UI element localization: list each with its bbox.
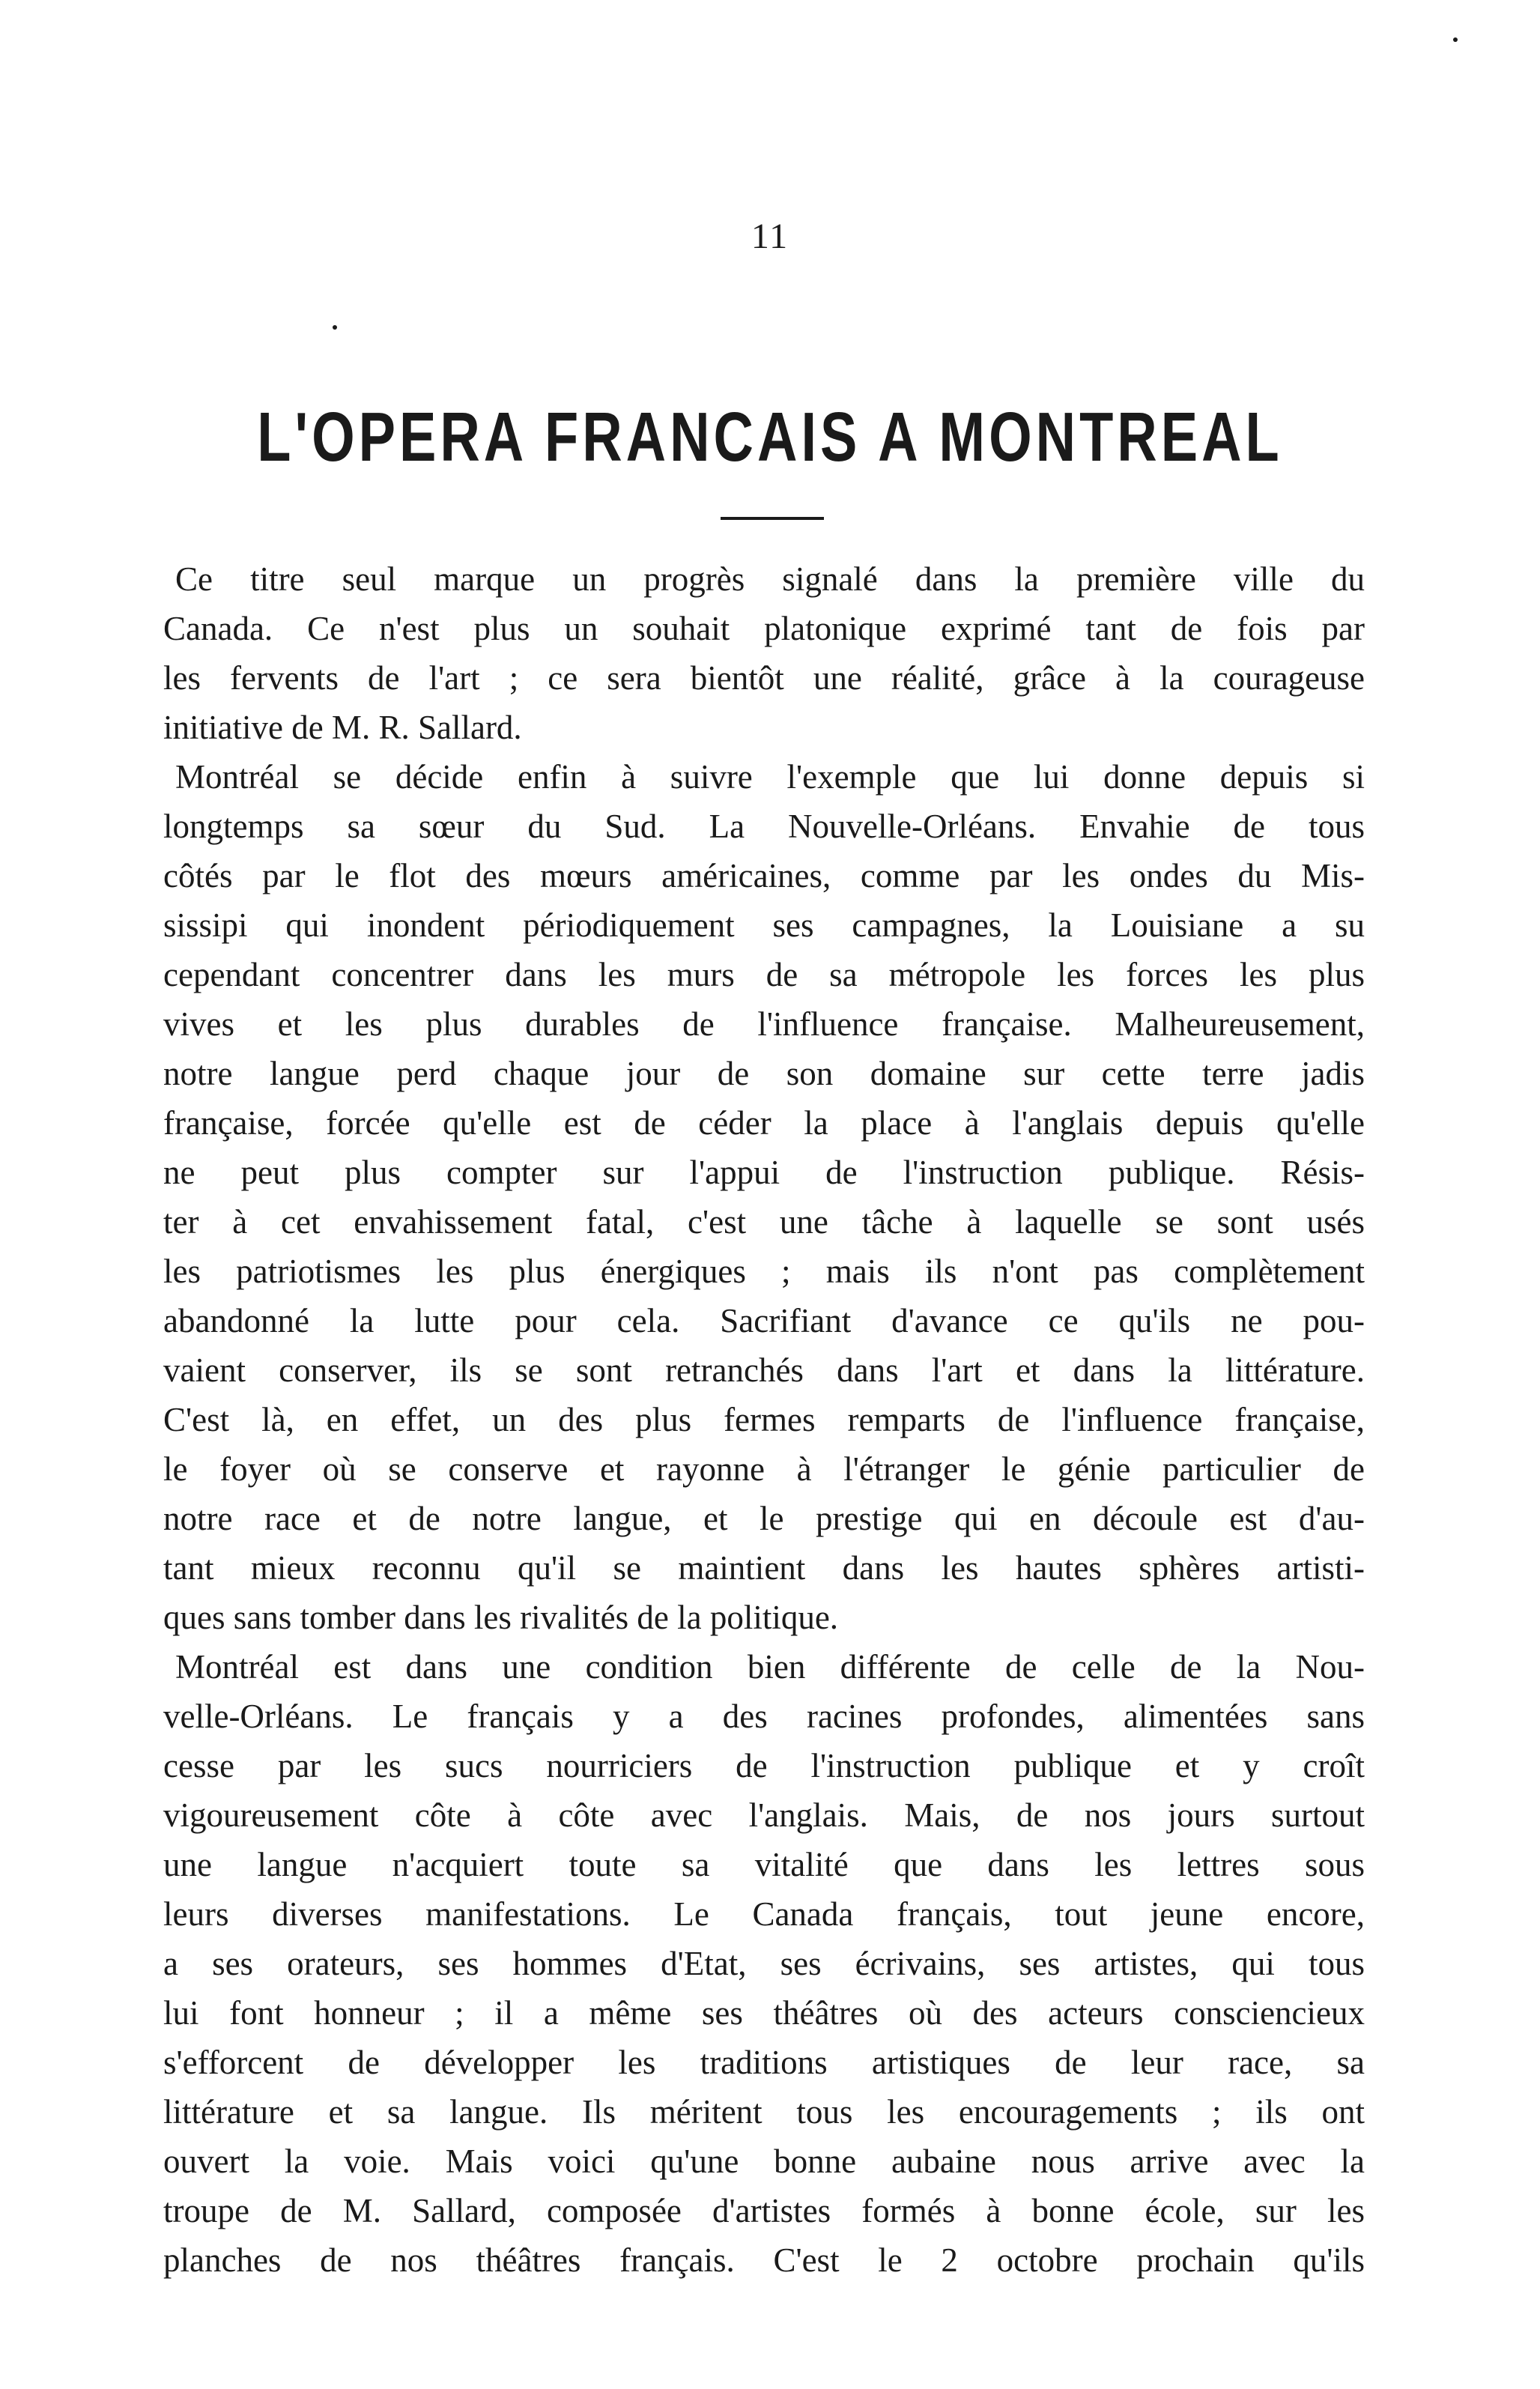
text-line: notre langue perd chaque jour de son domaine sur cette terre jadis xyxy=(163,1055,1365,1092)
text-line: longtemps sa sœur du Sud. La Nouvelle-Orléans. Envahie de tous xyxy=(163,808,1365,845)
text-line: abandonné la lutte pour cela. Sacrifiant d'avance ce qu'ils ne pou- xyxy=(163,1302,1365,1339)
text-line: vives et les plus durables de l'influence française. Malheureusement, xyxy=(163,1005,1365,1043)
text-line: lui font honneur ; il a même ses théâtres où des acteurs consciencieux xyxy=(163,1994,1365,2032)
text-line: a ses orateurs, ses hommes d'Etat, ses écrivains, ses artistes, qui tous xyxy=(163,1945,1365,1982)
speck-mark xyxy=(333,325,337,330)
text-line: vigoureusement côte à côte avec l'anglais. Mais, de nos jours surtout xyxy=(163,1796,1365,1834)
text-line: Montréal se décide enfin à suivre l'exemple que lui donne depuis si xyxy=(175,758,1365,796)
text-line: initiative de M. R. Sallard. xyxy=(163,709,522,746)
text-line: troupe de M. Sallard, composée d'artistes formés à bonne école, sur les xyxy=(163,2192,1365,2229)
text-line: ouvert la voie. Mais voici qu'une bonne aubaine nous arrive avec la xyxy=(163,2143,1365,2180)
text-line: sissipi qui inondent périodiquement ses campagnes, la Louisiane a su xyxy=(163,906,1365,944)
page-number: 11 xyxy=(751,217,789,256)
text-line: ne peut plus compter sur l'appui de l'instruction publique. Résis- xyxy=(163,1154,1365,1191)
speck-mark xyxy=(1453,37,1458,42)
text-line: une langue n'acquiert toute sa vitalité que dans les lettres sous xyxy=(163,1846,1365,1883)
text-line: ques sans tomber dans les rivalités de la politique. xyxy=(163,1599,839,1636)
text-line: les patriotismes les plus énergiques ; mais ils n'ont pas complètement xyxy=(163,1253,1365,1290)
text-line: tant mieux reconnu qu'il se maintient dans les hautes sphères artisti- xyxy=(163,1549,1365,1587)
text-line: leurs diverses manifestations. Le Canada français, tout jeune encore, xyxy=(163,1895,1365,1933)
text-line: C'est là, en effet, un des plus fermes remparts de l'influence française, xyxy=(163,1401,1365,1438)
text-line: côtés par le flot des mœurs américaines, comme par les ondes du Mis- xyxy=(163,857,1365,894)
text-line: les fervents de l'art ; ce sera bientôt une réalité, grâce à la courageuse xyxy=(163,659,1365,697)
text-line: cependant concentrer dans les murs de sa métropole les forces les plus xyxy=(163,956,1365,993)
text-line: s'efforcent de développer les traditions artistiques de leur race, sa xyxy=(163,2044,1365,2081)
text-line: planches de nos théâtres français. C'est le 2 octobre prochain qu'ils xyxy=(163,2241,1365,2279)
text-line: littérature et sa langue. Ils méritent tous les encouragements ; ils ont xyxy=(163,2093,1365,2131)
text-line: Ce titre seul marque un progrès signalé dans la première ville du xyxy=(175,560,1365,598)
title-divider xyxy=(721,517,824,520)
page-title: L'OPERA FRANCAIS A MONTREAL xyxy=(257,398,1283,476)
article-body xyxy=(163,554,1365,2285)
text-line: vaient conserver, ils se sont retranchés dans l'art et dans la littérature. xyxy=(163,1351,1365,1389)
text-line: Canada. Ce n'est plus un souhait platonique exprimé tant de fois par xyxy=(163,610,1365,647)
text-line: Montréal est dans une condition bien différente de celle de la Nou- xyxy=(175,1648,1365,1686)
text-line: notre race et de notre langue, et le prestige qui en découle est d'au- xyxy=(163,1500,1365,1537)
text-line: française, forcée qu'elle est de céder la place à l'anglais depuis qu'elle xyxy=(163,1104,1365,1142)
text-line: ter à cet envahissement fatal, c'est une tâche à laquelle se sont usés xyxy=(163,1203,1365,1241)
text-line: cesse par les sucs nourriciers de l'instruction publique et y croît xyxy=(163,1747,1365,1784)
text-line: le foyer où se conserve et rayonne à l'étranger le génie particulier de xyxy=(163,1450,1365,1488)
text-line: velle-Orléans. Le français y a des racines profondes, alimentées sans xyxy=(163,1698,1365,1735)
